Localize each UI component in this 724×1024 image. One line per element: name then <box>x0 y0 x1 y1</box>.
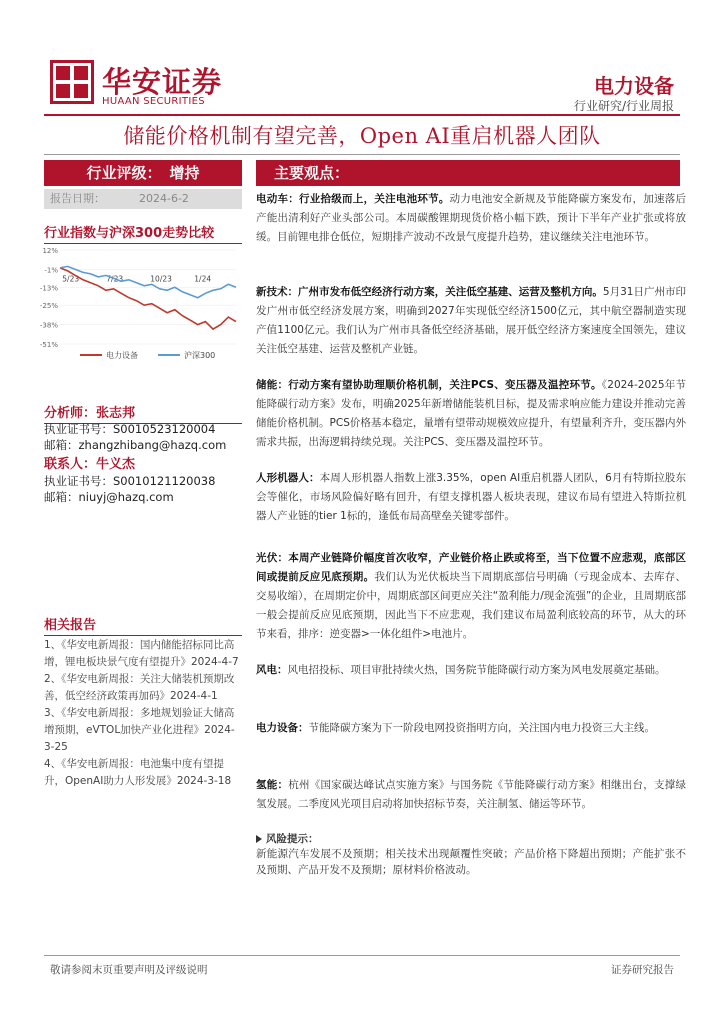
footer-divider <box>44 955 680 956</box>
paragraph-body: 我们认为光伏板块当下周期底部信号明确（亏现金成本、去库存、交易收缩），在周期定价中，周期底部区间更应关注“盈利能力/现金流强”的企业，且周期底部一般会提前反应见底预期，因此当下不应悲观，我们建议布局盈利底较高的环节，从大的环节来看，排序：逆变器>一体化组件>电池片。 <box>256 571 687 640</box>
related-heading: 相关报告 <box>44 614 242 636</box>
paragraph-lead: 氢能： <box>256 779 289 791</box>
y-tick-label: 12% <box>42 247 58 255</box>
page-title: 储能价格机制有望完善，Open AI重启机器人团队 <box>123 124 601 148</box>
report-type: 行业研究/行业周报 <box>573 99 674 113</box>
rating-value: 增持 <box>169 164 200 182</box>
footer-label: 证券研究报告 <box>611 964 674 976</box>
chart-heading: 行业指数与沪深300走势比较 <box>44 222 242 244</box>
report-date <box>44 189 242 209</box>
paragraph-body: 《2024-2025年节能降碳行动方案》发布，明确2025年新增储能装机目标，提及需求响应能力建设并推动完善储能价格机制。PCS价格基本稳定，量增有望带动规模效应提升，有望量利齐升，变压器内外需求共振，出海逻辑持续兑现。关注PCS、变压器及温控环节。 <box>256 379 686 448</box>
paragraph-lead: 电动车：行业拾级而上，关注电池环节。 <box>256 193 450 205</box>
paragraph-body: 杭州《国家碳达峰试点实施方案》与国务院《节能降碳行动方案》相继出台，支撑绿氢发展。二季度风光项目启动将加快招标节奏，关注制氢、储运等环节。 <box>256 779 687 810</box>
main-points-heading: 主要观点： <box>256 160 680 186</box>
contact-email[interactable]: 邮箱：niuyj@hazq.com <box>44 490 174 504</box>
paragraph-lead: 风电： <box>256 664 288 676</box>
contact-cert: 执业证书号：S0010121120038 <box>44 474 216 488</box>
rating-badge <box>44 160 242 186</box>
paragraph-new-tech <box>256 283 686 359</box>
legend-label: 电力设备 <box>106 351 138 360</box>
paragraph-wind <box>256 661 686 680</box>
related-report-item[interactable]: 2、《华安电新周报：关注大储装机预期改善，低空经济政策再加码》2024-4-1 <box>44 673 235 702</box>
y-tick-label: -51% <box>39 341 58 349</box>
y-tick-label: -38% <box>39 321 58 330</box>
header-divider <box>44 114 680 116</box>
y-tick-label: -1% <box>44 266 58 275</box>
title-divider <box>44 154 680 155</box>
related-report-item[interactable]: 3、《华安电新周报：多地规划验证大储高增预期，eVTOL加快产业化进程》2024-3-25 <box>44 707 235 753</box>
risk-text: 新能源汽车发展不及预期；相关技术出现颠覆性突破；产品价格下降超出预期；产能扩张不及预期、产品开发不及预期；原材料价格波动。 <box>256 848 686 876</box>
paragraph-hydrogen <box>256 776 686 814</box>
paragraph-body: 风电招投标、项目审批持续火热，国务院节能降碳行动方案为风电发展奠定基础。 <box>287 664 666 676</box>
analyst-heading: 分析师：张志邦 <box>44 402 242 424</box>
risk-heading-text: 风险提示： <box>266 833 319 845</box>
footer-disclaimer[interactable]: 敬请参阅末页重要声明及评级说明 <box>50 964 208 976</box>
analyst-email[interactable]: 邮箱：zhangzhibang@hazq.com <box>44 438 227 452</box>
date-value: 2024-6-2 <box>139 192 189 205</box>
paragraph-lead: 新技术：广州市发布低空经济行动方案，关注低空基建、运营及整机方向。 <box>256 286 603 298</box>
analyst-cert: 执业证书号：S0010523120004 <box>44 422 216 436</box>
paragraph-body: 动力电池安全新规及节能降碳方案发布，加速落后产能出清利好产业头部公司。本周碳酸锂期现货价格小幅下跌，预计下半年产业扩张或将放缓。目前锂电排仓低位，短期排产波动不改景气度提升趋势，建议继续关注电池环节。 <box>256 193 687 243</box>
related-reports-list <box>44 637 244 790</box>
legend-label: 沪深300 <box>184 351 216 360</box>
risk-heading <box>256 831 319 846</box>
paragraph-power-equipment <box>256 719 686 738</box>
brand-logo <box>50 60 230 108</box>
x-tick-label: 7/23 <box>106 274 124 284</box>
paragraph-lead: 光伏：本周产业链降价幅度首次收窄，产业链价格止跌或将至，当下位置不应悲观，底部区间或提前反应见底预期。 <box>256 552 686 583</box>
y-tick-label: -13% <box>39 284 58 293</box>
date-label: 报告日期： <box>50 192 105 205</box>
related-report-item[interactable]: 1、《华安电新周报：国内储能招标同比高增，锂电板块景气度有望提升》2024-4-7 <box>44 639 239 668</box>
logo-subtext: HUAAN SECURITIES <box>102 96 205 107</box>
logo-text: 华安证券 <box>102 65 223 99</box>
paragraph-storage <box>256 376 686 452</box>
sector-name: 电力设备 <box>594 74 674 98</box>
paragraph-robot <box>256 469 686 526</box>
index-comparison-chart <box>39 244 242 368</box>
triangle-bullet-icon <box>256 835 262 843</box>
logo-mark-icon <box>50 60 94 104</box>
paragraph-ev <box>256 190 686 247</box>
x-tick-label: 10/23 <box>150 274 172 284</box>
paragraph-lead: 储能：行动方案有望协助理顺价格机制，关注PCS、变压器及温控环节。 <box>256 379 602 391</box>
paragraph-pv <box>256 549 686 644</box>
paragraph-body: 节能降碳方案为下一阶段电网投资指明方向，关注国内电力投资三大主线。 <box>308 722 655 734</box>
paragraph-lead: 电力设备： <box>256 722 309 734</box>
contact-heading: 联系人：牛义杰 <box>44 457 136 472</box>
paragraph-body: 5月31日广州市印发广州市低空经济发展方案，明确到2027年实现低空经济1500亿元，其中航空器制造实现产值1100亿元。我们认为广州市具备低空经济基础，展开低空经济方案速度全国领先，建议关注低空基建、运营及整机产业链。 <box>256 286 686 355</box>
y-tick-label: -25% <box>39 302 58 311</box>
paragraph-lead: 人形机器人： <box>256 472 320 484</box>
paragraph-body: 本周人形机器人指数上涨3.35%，open AI重启机器人团队，6月有特斯拉股东会等催化，市场风险偏好略有回升，有望支撑机器人板块表现，建议布局有望进入特斯拉机器人产业链的tier 1标的，逢低布局高壁垒关键零部件。 <box>256 472 686 522</box>
x-tick-label: 5/23 <box>62 274 80 284</box>
related-report-item[interactable]: 4、《华安电新周报：电池集中度有望提升，OpenAI助力人形发展》2024-3-18 <box>44 758 232 787</box>
rating-label: 行业评级： <box>86 164 162 182</box>
x-tick-label: 1/24 <box>194 274 212 284</box>
